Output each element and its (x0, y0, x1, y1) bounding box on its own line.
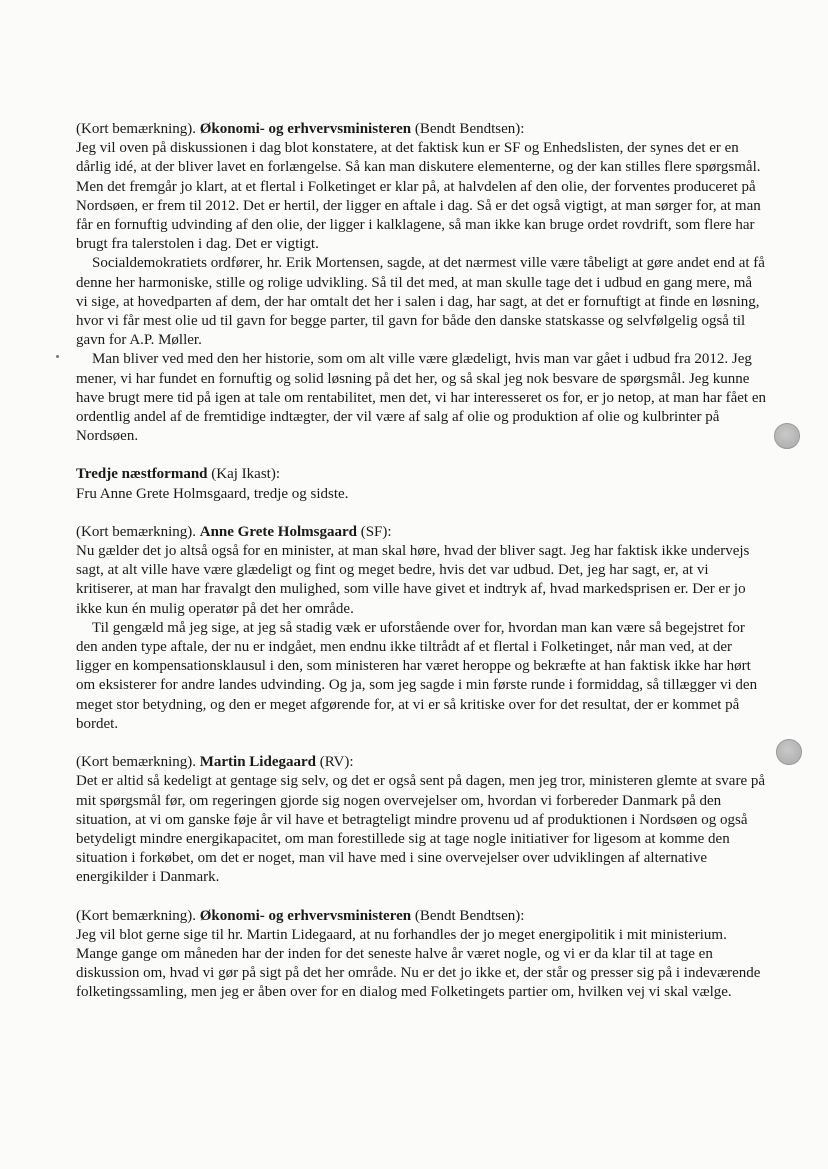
remark-prefix: (Kort bemærkning). (76, 754, 200, 771)
speaker-line (76, 523, 766, 542)
speech-paragraph: Nu gælder det jo altså også for en minister, at man skal høre, hvad der bliver sagt. Jeg har faktisk ikke undervejs sagt, at alt ville have være glædeligt og fint og meget bedre, hvis det var udbud. Det, jeg har sagt, er, at vi kritiserer, at man har fravalgt den mulighed, som ville have givet et indtryk af, hvad markedsprisen er. Der er jo ikke kun én mulig operatør på det her område. (76, 543, 750, 617)
speech-paragraph: Til gengæld må jeg sige, at jeg så stadig væk er uforstående over for, hvordan man kan være så begejstret for den anden type aftale, der nu er indgået, men endnu ikke tiltrådt af et flertal i Folketinget, når man ved, at der ligger en kompensationsklausul i den, som ministeren har været heroppe og bekræfte at han faktisk ikke har hørt om eksisterer for andre landes udvinding. Og ja, som jeg sagde i min første runde i formiddag, så tillægger vi den meget stor betydning, og den er meget afgørende for, at vi er så kritiske over for det resultat, der er kommet på bordet. (76, 619, 758, 732)
speech-section-5 (76, 907, 766, 1003)
speech-section-4 (76, 753, 766, 887)
speaker-name: Økonomi- og erhvervsministeren (199, 907, 412, 924)
speech-section-3 (76, 523, 766, 734)
speaker-name: Anne Grete Holmsgaard (199, 523, 357, 540)
speaker-affiliation: (RV): (315, 754, 354, 771)
speaker-affiliation: (Bendt Bendtsen): (411, 121, 525, 137)
speech-paragraph: Man bliver ved med den her historie, som om alt ville være glædeligt, hvis man var gået i udbud fra 2012. Jeg mener, vi har fundet en fornuftig og solid løsning på det her, og så skal jeg nok besvare de spørgsmål. Jeg kunne have brugt mere tid på igen at tale om rentabilitet, men det, vi har interesseret os for, er jo netop, at man har fået en ordentlig andel af de fremtidige indtægter, der vil være af salg af olie og produktion af olie og kulbrinter på Nordsøen. (76, 351, 766, 445)
remark-prefix: (Kort bemærkning). (76, 523, 200, 540)
speaker-line (76, 753, 766, 772)
speaker-line (76, 907, 766, 926)
document-body (76, 120, 766, 1022)
speaker-affiliation: (Bendt Bendtsen): (411, 907, 525, 924)
remark-prefix: (Kort bemærkning). (76, 907, 200, 924)
speaker-name: Økonomi- og erhvervsministeren (199, 121, 412, 137)
speech-paragraph: Jeg vil oven på diskussionen i dag blot konstatere, at det faktisk kun er SF og Enhedslisten, der synes det er en dårlig idé, at der bliver lavet en forlængelse. Så kan man diskutere elementerne, og der kan stilles flere spørgsmål. Men det fremgår jo klart, at et flertal i Folketinget er klar på, at halvdelen af den olie, der forventes produceret på Nordsøen, er frem til 2012. Det er hertil, der ligger en aftale i dag. Så er det også vigtigt, at man sørger for, at man får en fornuftig udvinding af den olie, der ligger i kalklagene, så man ikke kan bruge ordet rovdrift, som flere har brugt fra talerstolen i dag. Det er vigtigt. (76, 140, 761, 253)
speaker-name: Martin Lidegaard (199, 754, 316, 771)
scan-speck (56, 355, 59, 358)
speech-paragraph: Socialdemokratiets ordfører, hr. Erik Mortensen, sagde, at det nærmest ville være tåbeligt at gøre andet end at få denne her harmoniske, stille og rolige udvikling. Så til det med, at man skulle tage det i udbud en gang mere, må vi sige, at hovedparten af dem, der har omtalt det her i salen i dag, har sagt, at det er fornuftigt at finde en løsning, hvor vi får mest olie ud til gavn for begge parter, til gavn for både den danske statskasse og selvfølgelig også til gavn for A.P. Møller. (76, 255, 765, 349)
punch-hole-upper (774, 423, 800, 449)
speaker-affiliation: (SF): (356, 523, 392, 540)
speaker-affiliation: (Kaj Ikast): (207, 466, 281, 483)
speech-paragraph: Fru Anne Grete Holmsgaard, tredje og sidste. (76, 485, 349, 502)
speaker-line (76, 120, 766, 139)
speech-section-1 (76, 120, 766, 446)
speech-paragraph: Jeg vil blot gerne sige til hr. Martin Lidegaard, at nu forhandles der jo meget energipolitik i mit ministerium. Mange gange om måneden har der inden for det seneste halve år været nogle, og vi er da klar til at tage en diskussion om, hvad vi gør på sigt på det her område. Nu er det jo ikke et, der står og presser sig på i indeværende folketingssamling, men jeg er åben over for en dialog med Folketingets partier om, hvilken vej vi skal vælge. (76, 926, 761, 1001)
speech-section-2 (76, 465, 766, 503)
speech-paragraph: Det er altid så kedeligt at gentage sig selv, og det er også sent på dagen, men jeg tror, ministeren glemte at svare på mit spørgsmål før, om regeringen gjorde sig nogen overvejelser om, hvordan vi forbereder Danmark på den situation, at vi om ganske føje år vil have et betragteligt mindre provenu ud af produktionen i Nordsøen og også betydeligt mindre energikapacitet, om man forestillede sig at tage nogle initiativer for ligesom at komme den situation i forkøbet, om det er noget, man vil have med i sine overvejelser over udviklingen af alternative energikilder i Danmark. (76, 773, 766, 886)
speaker-line (76, 465, 766, 484)
remark-prefix: (Kort bemærkning). (76, 121, 200, 137)
punch-hole-lower (776, 739, 802, 765)
speaker-name: Tredje næstformand (76, 466, 208, 483)
